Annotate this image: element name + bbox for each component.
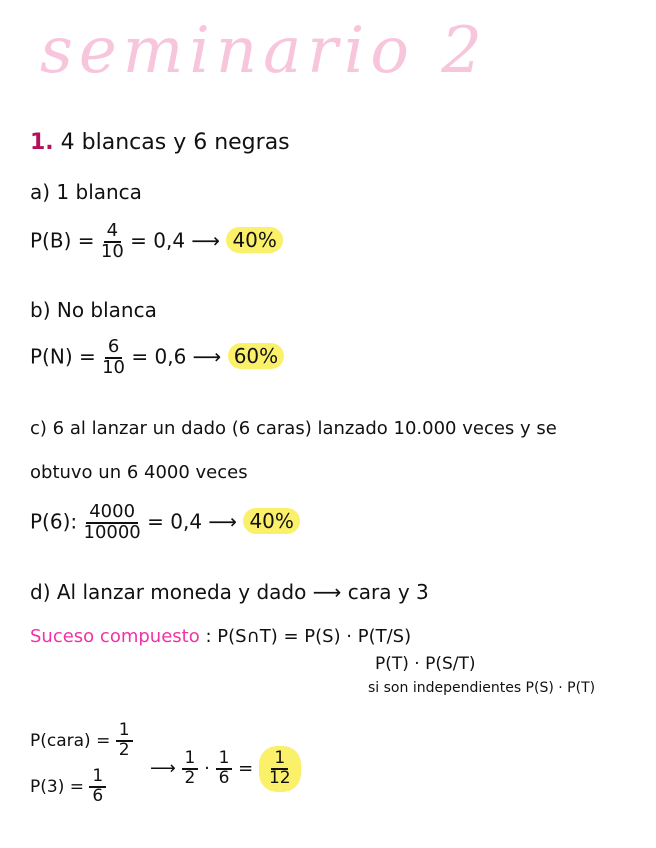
fraction-numerator: 1	[116, 722, 133, 742]
formula-line1: : P(S∩T) = P(S) · P(T/S)	[205, 626, 412, 647]
fraction-numerator: 1	[182, 750, 199, 770]
p3-fraction	[89, 768, 106, 806]
part-a-fraction	[101, 222, 124, 262]
fraction-numerator: 1	[89, 768, 106, 788]
part-c-heading-line2: obtuvo un 6 4000 veces	[30, 462, 248, 483]
part-a-result: = 0,4 ⟶	[130, 228, 221, 253]
page-title: seminario 2	[40, 14, 488, 88]
part-c-heading-line1: c) 6 al lanzar un dado (6 caras) lanzado 10.000 veces y se	[30, 418, 557, 439]
p3-lhs: P(3) =	[30, 776, 84, 797]
part-b-heading: b) No blanca	[30, 298, 157, 322]
final-fraction	[259, 746, 301, 792]
exercise-statement: 4 blancas y 6 negras	[60, 130, 290, 155]
part-d-formula-line3: si son independientes P(S) · P(T)	[368, 680, 596, 696]
part-d-formula-line1	[30, 626, 411, 647]
fraction-numerator: 4	[104, 222, 121, 243]
part-d-heading: d) Al lanzar moneda y dado ⟶ cara y 3	[30, 580, 429, 604]
part-a-lhs: P(B) =	[30, 228, 95, 253]
fraction-numerator: 1	[271, 750, 288, 770]
fraction-denominator: 2	[184, 767, 196, 788]
product-fraction-a	[182, 750, 199, 788]
product-line	[150, 746, 301, 792]
part-a-heading: a) 1 blanca	[30, 180, 142, 204]
exercise-number: 1.	[30, 130, 54, 155]
fraction-denominator: 10	[100, 240, 124, 262]
p-cara-fraction	[116, 722, 133, 760]
part-a-percent: 40%	[226, 227, 282, 253]
product-fraction-b	[216, 750, 233, 788]
equals: =	[238, 757, 254, 779]
fraction-numerator: 4000	[86, 503, 138, 524]
part-c-lhs: P(6):	[30, 509, 78, 534]
p-cara-line	[30, 722, 133, 760]
arrow: ⟶	[150, 757, 176, 779]
part-c-result: = 0,4 ⟶	[147, 509, 238, 534]
fraction-denominator: 10000	[83, 521, 141, 543]
part-c-percent: 40%	[243, 508, 299, 534]
part-b-percent: 60%	[228, 343, 284, 369]
fraction-denominator: 10	[102, 356, 126, 378]
fraction-numerator: 6	[105, 338, 122, 359]
fraction-denominator: 12	[268, 767, 291, 788]
p-cara-lhs: P(cara) =	[30, 730, 111, 751]
fraction-denominator: 6	[218, 767, 230, 788]
fraction-numerator: 1	[216, 750, 233, 770]
part-c-equation	[30, 503, 300, 543]
part-b-equation	[30, 338, 284, 378]
exercise-heading	[30, 130, 290, 155]
p3-line	[30, 768, 106, 806]
part-c-fraction	[84, 503, 141, 543]
suceso-compuesto-label: Suceso compuesto	[30, 626, 200, 647]
dot: ·	[204, 757, 210, 779]
part-a-equation	[30, 222, 283, 262]
fraction-denominator: 6	[92, 785, 104, 806]
part-b-fraction	[102, 338, 125, 378]
part-d-formula-line2: P(T) · P(S/T)	[375, 654, 476, 674]
fraction-denominator: 2	[118, 739, 130, 760]
part-b-lhs: P(N) =	[30, 344, 96, 369]
part-b-result: = 0,6 ⟶	[131, 344, 222, 369]
